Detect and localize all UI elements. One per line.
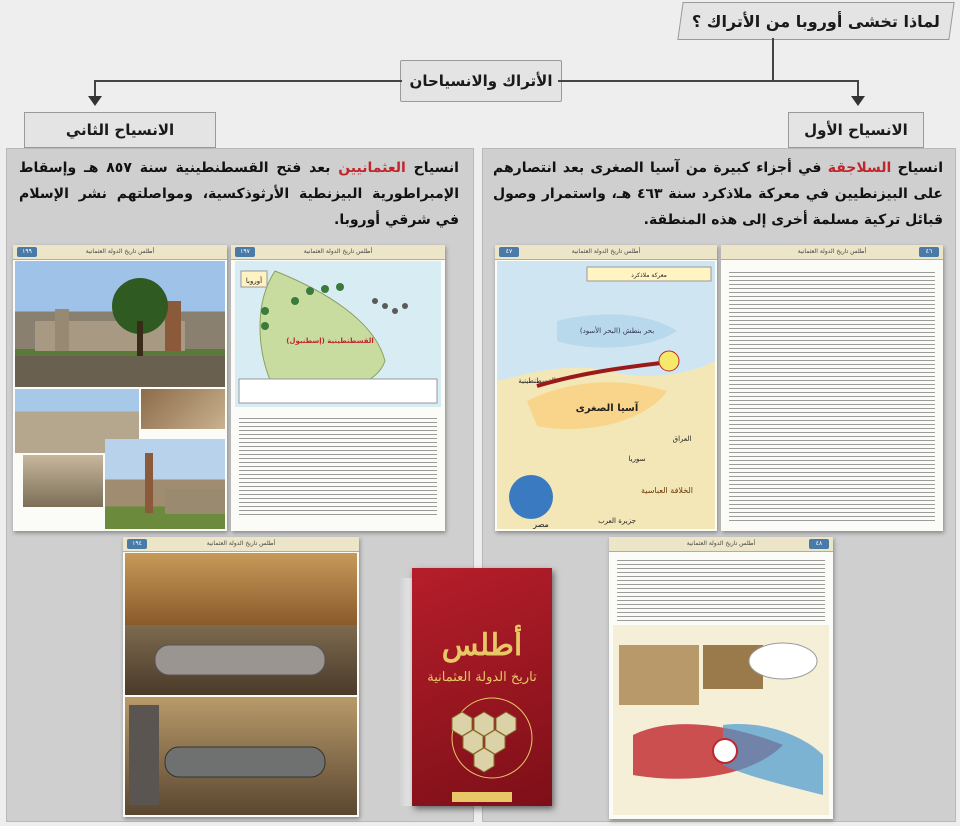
- battle-formation-map: [613, 625, 829, 815]
- connector-right-v: [857, 80, 859, 96]
- ottomans-highlight: العثمانيين: [338, 160, 406, 176]
- ruin-photo: [141, 389, 225, 429]
- page-text-block: [617, 557, 825, 621]
- page-header: أطلس تاريخ الدولة العثمانية ١٩٩: [13, 245, 227, 260]
- center-tag: [400, 60, 562, 102]
- first-migration-tag: [788, 112, 924, 148]
- connector-left-h: [94, 80, 402, 82]
- arrow-left: [88, 96, 102, 106]
- page-header: أطلس تاريخ الدولة العثمانية ٤٦: [721, 245, 943, 260]
- castle-photo: [15, 261, 225, 387]
- second-migration-tag: [24, 112, 216, 148]
- battle-painting: [125, 553, 357, 625]
- constantinople-map: [235, 261, 441, 407]
- first-migration-description: انسياح السلاجقة في أجزاء كبيرة من آسيا الصغرى بعد انتصارهم على البيزنطيين في معركة ملاذكرد سنة ٤٦٣ هـ، واستمرار وصول قبائل تركية مسلمة أخرى إلى هذه المنطقة.: [493, 160, 943, 228]
- page-header: أطلس تاريخ الدولة العثمانية ٤٧: [495, 245, 717, 260]
- book-front: [412, 568, 552, 806]
- atlas-page-47: [495, 245, 717, 531]
- atlas-page-199: [13, 245, 227, 531]
- connector-right-h: [558, 80, 858, 82]
- first-migration-label: الانسياح الأول: [804, 121, 908, 139]
- question-text: لماذا تخشى أوروبا من الأتراك ؟: [692, 11, 940, 31]
- map-syria-label: سوريا: [628, 455, 646, 463]
- page-text-block: [729, 269, 935, 521]
- page-header: أطلس تاريخ الدولة العثمانية ٤٨: [609, 537, 833, 552]
- page-number: ٤٧: [499, 247, 519, 257]
- atlas-page-48: [609, 537, 833, 819]
- page-number: ١٩٩: [17, 247, 37, 257]
- atlas-page-46: [721, 245, 943, 531]
- second-migration-label: الانسياح الثاني: [65, 121, 175, 139]
- book-title: أطلس: [441, 628, 523, 663]
- book-subtitle: تاريخ الدولة العثمانية: [427, 670, 537, 685]
- map-iraq-label: العراق: [672, 435, 692, 443]
- page-number: ١٩٤: [127, 539, 147, 549]
- center-label: الأتراك والانسياحان: [409, 72, 553, 90]
- map-egypt-label: مصر: [533, 520, 549, 529]
- connector-top: [772, 38, 774, 82]
- map-battle-label: معركة ملاذكرد: [631, 272, 667, 279]
- map-arabia-label: جزيرة العرب: [598, 517, 636, 525]
- page-header: أطلس تاريخ الدولة العثمانية ١٩٧: [231, 245, 445, 260]
- castle-illustration: [15, 261, 225, 387]
- map-constantinople-short-label: القسطنطينية: [518, 377, 556, 385]
- minaret-photo: [105, 439, 225, 529]
- manzikert-map: [497, 261, 715, 529]
- doorway-photo: [23, 455, 103, 507]
- question-tag: [677, 2, 954, 40]
- page-number: ١٩٧: [235, 247, 255, 257]
- arrow-right: [851, 96, 865, 106]
- cannon-photo-top: [125, 625, 357, 695]
- map-europe-label: أوروبا: [245, 277, 263, 285]
- atlas-page-197: [231, 245, 445, 531]
- map-black-sea-label: بحر بنطش (البحر الأسود): [579, 327, 655, 335]
- page-header: أطلس تاريخ الدولة العثمانية ١٩٤: [123, 537, 359, 552]
- page-text-block: [239, 415, 437, 515]
- map-constantinople-label: القسطنطينية (إسطنبول): [286, 337, 374, 345]
- seljuks-highlight: السلاجقة: [827, 160, 892, 176]
- connector-left-v: [94, 80, 96, 96]
- cannon-photo-bottom: [125, 697, 357, 815]
- page-number: ٤٦: [919, 247, 939, 257]
- map-asia-minor-label: آسيا الصغرى: [575, 403, 639, 414]
- page-number: ٤٨: [809, 539, 829, 549]
- book-mosaic-icon: [412, 568, 552, 806]
- atlas-page-194: [123, 537, 359, 817]
- second-migration-description: انسياح العثمانيين بعد فتح القسطنطينية سنة ٨٥٧ هـ وإسقاط الإمبراطورية البيزنطية الأرثوذكسية، ومواصلتهم نشر الإسلام في شرقي أوروبا.: [19, 160, 459, 228]
- map-abbasid-label: الخلافة العباسية: [640, 486, 694, 495]
- atlas-book-cover: [398, 568, 554, 808]
